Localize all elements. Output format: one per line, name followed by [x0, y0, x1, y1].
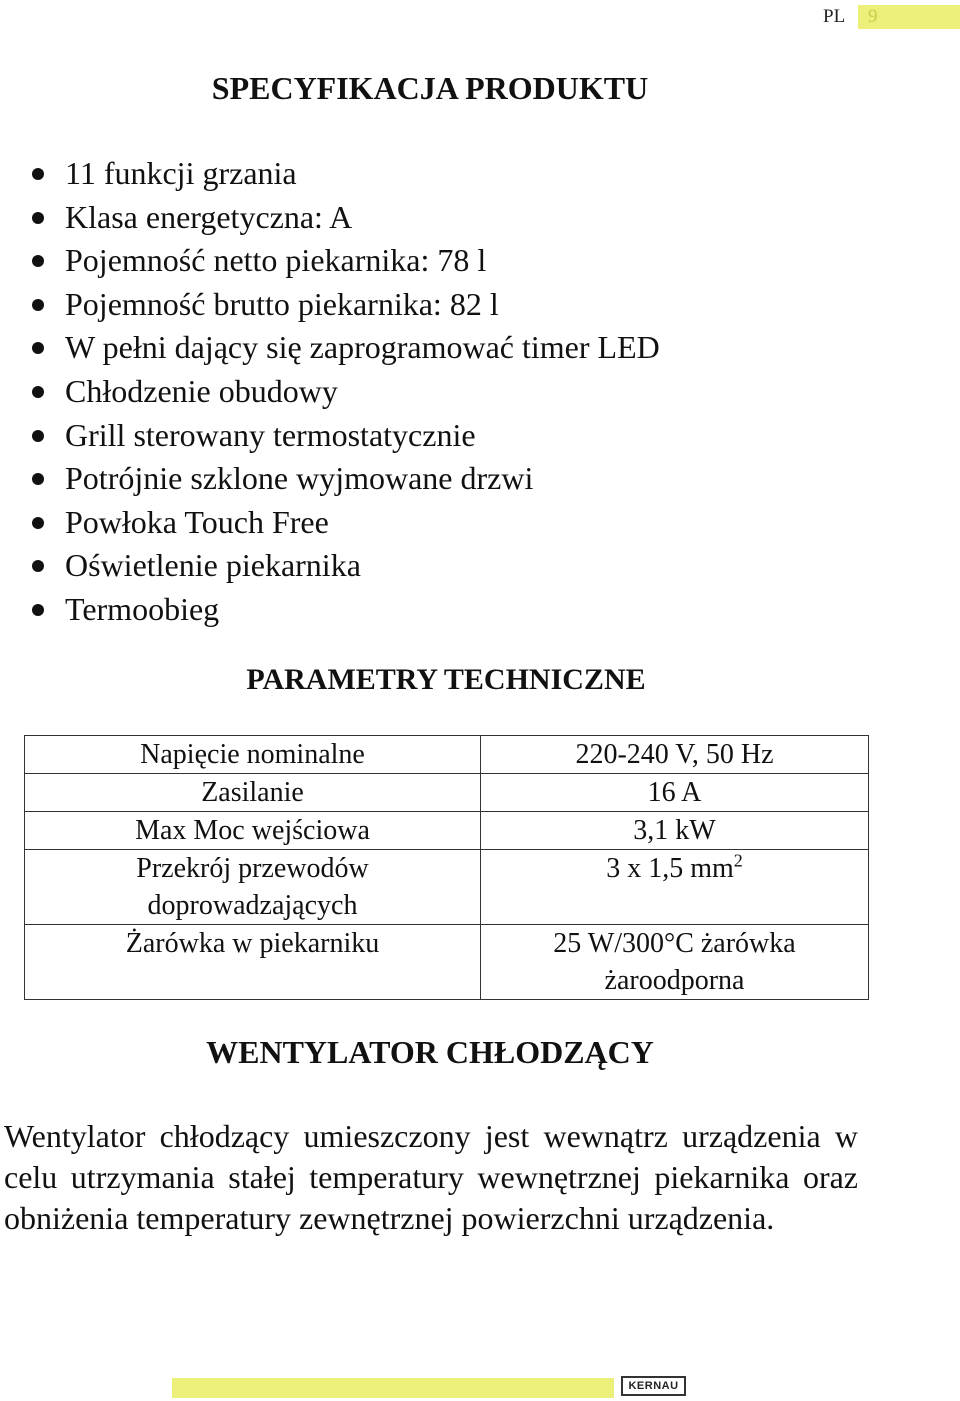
- table-row: [25, 736, 869, 774]
- fan-description: Wentylator chłodzący umieszczony jest wewnątrz urządzenia w celu utrzymania stałej temperatury wewnętrznej piekarnika oraz obniżenia temperatury zewnętrznej powierzchni urządzenia.: [4, 1118, 858, 1236]
- language-label: PL: [823, 6, 846, 27]
- param-label-line: Przekrój przewodów: [136, 853, 369, 884]
- page-title: SPECYFIKACJA PRODUKTU: [211, 70, 649, 106]
- feature-item: Pojemność netto piekarnika: 78 l: [28, 239, 660, 283]
- param-value: 220-240 V, 50 Hz: [481, 736, 869, 774]
- param-label: Zasilanie: [25, 774, 481, 812]
- param-label: Żarówka w piekarniku: [25, 925, 481, 1000]
- feature-item: Grill sterowany termostatycznie: [28, 414, 660, 458]
- feature-list: [28, 152, 660, 632]
- param-value-superscript: 2: [733, 850, 743, 871]
- param-label: Max Moc wejściowa: [25, 812, 481, 850]
- table-row: [25, 850, 869, 925]
- feature-item: W pełni dający się zaprogramować timer LED: [28, 326, 660, 370]
- fan-title: WENTYLATOR CHŁODZĄCY: [206, 1034, 654, 1070]
- feature-item: Oświetlenie piekarnika: [28, 544, 660, 588]
- param-value-line: żaroodporna: [604, 965, 745, 996]
- page-number-bar: [858, 5, 960, 29]
- brand-logo: KERNAU: [621, 1376, 686, 1396]
- feature-item: 11 funkcji grzania: [28, 152, 660, 196]
- param-value: 3,1 kW: [481, 812, 869, 850]
- params-table: [24, 735, 869, 1000]
- feature-item: Chłodzenie obudowy: [28, 370, 660, 414]
- param-value: [481, 850, 869, 925]
- param-value: 16 A: [481, 774, 869, 812]
- params-title: PARAMETRY TECHNICZNE: [246, 663, 646, 696]
- feature-item: Pojemność brutto piekarnika: 82 l: [28, 283, 660, 327]
- param-value-main: 3 x 1,5 mm: [606, 853, 734, 884]
- param-value-line: 25 W/300°C żarówka: [553, 928, 796, 959]
- param-value: [481, 925, 869, 1000]
- param-label: Napięcie nominalne: [25, 736, 481, 774]
- feature-item: Potrójnie szklone wyjmowane drzwi: [28, 457, 660, 501]
- table-row: [25, 925, 869, 1000]
- table-row: [25, 774, 869, 812]
- feature-item: Klasa energetyczna: A: [28, 196, 660, 240]
- footer-accent-bar: [172, 1378, 614, 1398]
- param-label: [25, 850, 481, 925]
- page-number: 9: [868, 6, 878, 27]
- table-row: [25, 812, 869, 850]
- feature-item: Termoobieg: [28, 588, 660, 632]
- param-label-line: doprowadzających: [147, 890, 358, 921]
- feature-item: Powłoka Touch Free: [28, 501, 660, 545]
